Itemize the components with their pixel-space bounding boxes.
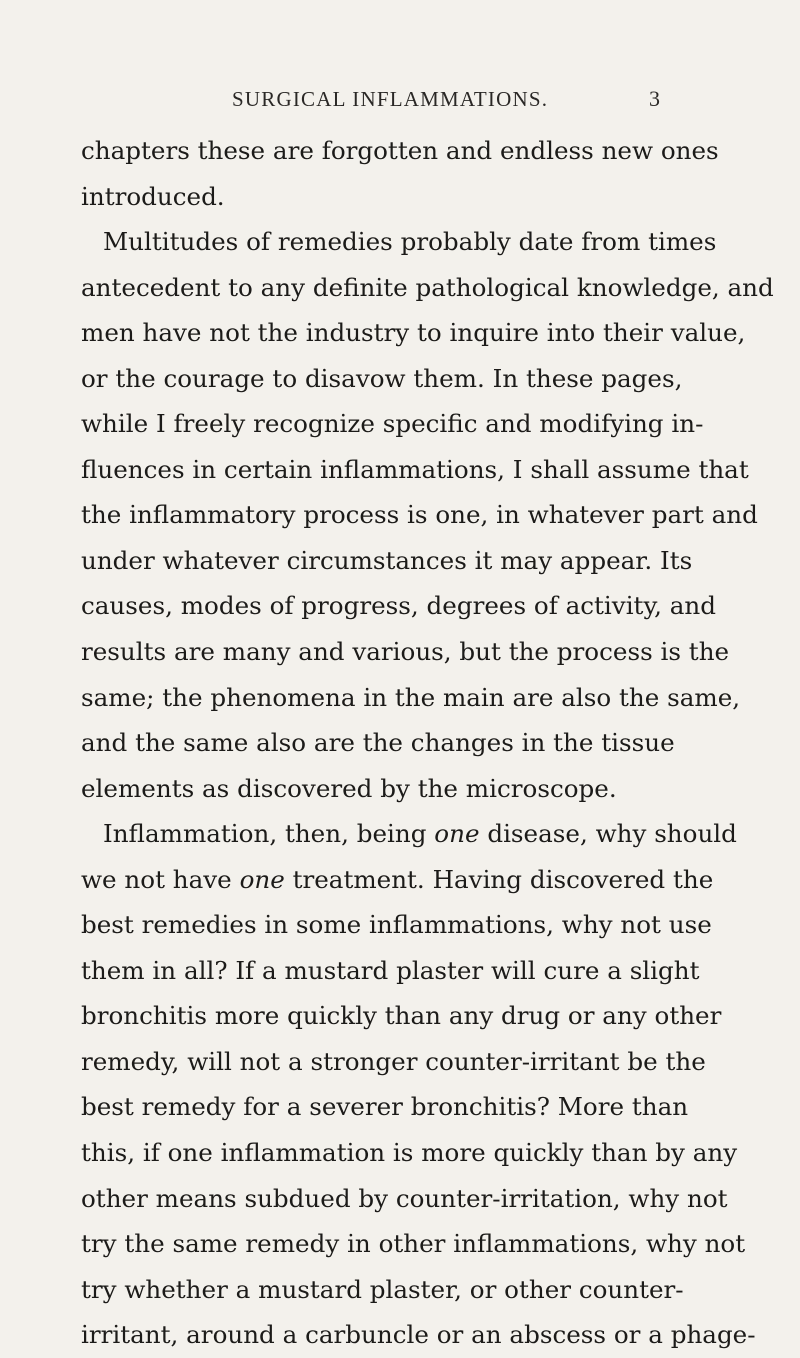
text-line: elements as discovered by the microscope. xyxy=(81,773,617,803)
text-line: bronchitis more quickly than any drug or any other xyxy=(81,1001,722,1031)
running-head: SURGICAL INFLAMMATIONS. xyxy=(232,87,549,111)
text-line: causes, modes of progress, degrees of activity, and xyxy=(81,591,716,621)
text-line xyxy=(81,811,737,857)
text-line: same; the phenomena in the main are also the same, xyxy=(81,682,741,712)
text-line: Multitudes of remedies probably date from times xyxy=(103,227,717,257)
text-line: results are many and various, but the process is the xyxy=(81,637,730,667)
text-fragment: we not have xyxy=(81,864,232,894)
text-line: under whatever circumstances it may appear. Its xyxy=(81,545,693,575)
body-text xyxy=(81,128,774,1358)
text-line: try whether a mustard plaster, or other counter- xyxy=(81,1274,684,1304)
text-fragment: disease, why should xyxy=(487,819,737,849)
text-line: best remedy for a severer bronchitis? More than xyxy=(81,1092,689,1122)
text-fragment: treatment. Having discovered the xyxy=(292,864,714,894)
text-line: or the courage to disavow them. In these pages, xyxy=(81,363,683,393)
text-line: best remedies in some inflammations, why not use xyxy=(81,910,712,940)
text-line: chapters these are forgotten and endless new ones xyxy=(81,136,719,165)
text-line: them in all? If a mustard plaster will cure a slight xyxy=(81,955,700,985)
text-line: other means subdued by counter-irritation, why not xyxy=(81,1183,728,1213)
text-line: irritant, around a carbuncle or an abscess or a phage- xyxy=(81,1320,756,1350)
emphasis-text: one xyxy=(239,864,285,894)
text-line: and the same also are the changes in the tissue xyxy=(81,728,675,758)
text-line: fluences in certain inflammations, I shall assume that xyxy=(81,454,749,484)
text-line: remedy, will not a stronger counter-irritant be the xyxy=(81,1046,706,1076)
text-line xyxy=(81,857,714,903)
text-line: this, if one inflammation is more quickly than by any xyxy=(81,1138,738,1168)
text-line: try the same remedy in other inflammations, why not xyxy=(81,1229,746,1259)
text-line: the inflammatory process is one, in whatever part and xyxy=(81,500,758,530)
page-number: 3 xyxy=(649,86,660,111)
emphasis-text: one xyxy=(434,819,480,849)
text-line: men have not the industry to inquire into their value, xyxy=(81,318,746,348)
text-fragment: Inflammation, then, being xyxy=(103,819,427,849)
text-line: while I freely recognize specific and modifying in- xyxy=(81,409,704,439)
text-line: introduced. xyxy=(81,181,225,211)
text-line: antecedent to any definite pathological knowledge, and xyxy=(81,272,774,302)
